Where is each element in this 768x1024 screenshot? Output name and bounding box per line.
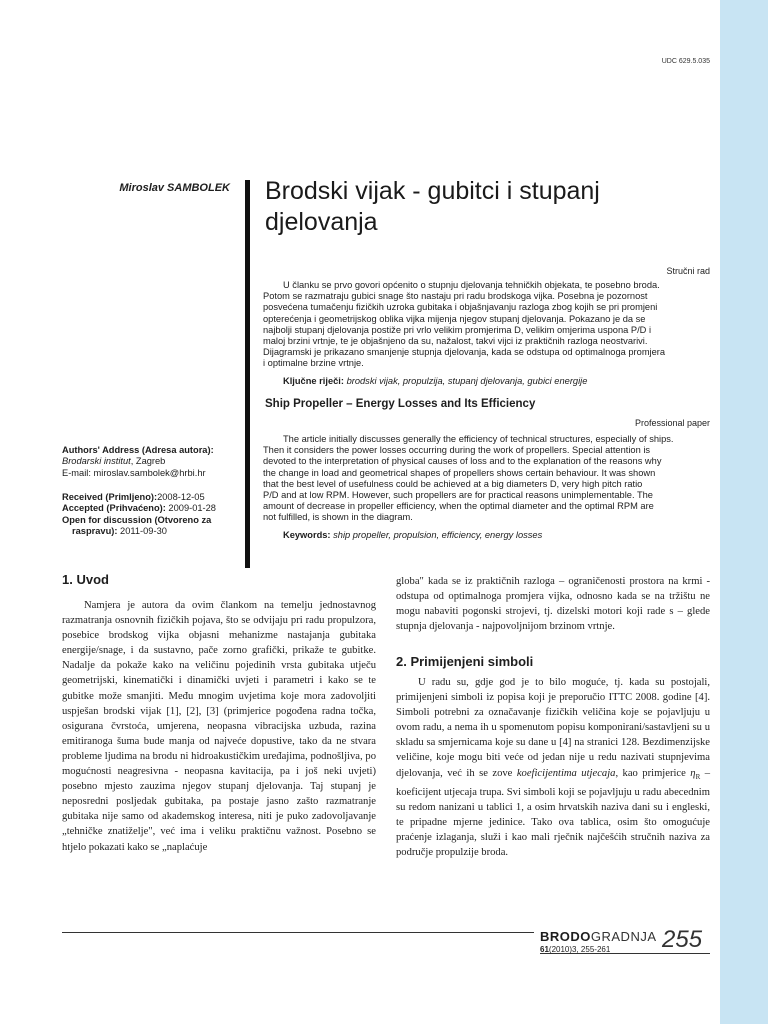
page-edge-band xyxy=(720,0,768,1024)
paper-type-en: Professional paper xyxy=(634,418,710,428)
page-number: 255 xyxy=(662,926,703,953)
abstract-line: The article initially discusses generally the efficiency of technical structures, especially of ships. xyxy=(283,434,674,444)
footer-rule xyxy=(62,932,534,933)
abstract-line: Potom se razmatraju gubici snage što nastaju pri radu brodskoga vijka. Posebna je pozornost xyxy=(263,291,648,302)
journal-logo: BRODOGRADNJA xyxy=(540,929,657,944)
section-1-body: Namjera je autora da ovim člankom na temelju jednostavnog razmatranja osnovnih fizičkih pojava, što se odvijaju pri radu propulzora, posebice brodskog vijka objasni mehanizme nastajanja gubitaka energije/snage, i da sustavno, pače zorno grafički, prikaže te gubitke. Nadalje da pokaže kako na veličinu pojedinih vrsta gubitaka utječu geometrijski, kinematički i dinamički uvjeti i parametri i kako se te gubitke može smanjiti. Među mnogim uvjetima koje mora zadovoljiti uspješan brodski vijak [1], [2], [3] (primjerice pogođena radna točka, osigurana čvrstoća, umjerena, neopasna vibracijska uzbuda, razina emitiranoga šuma bude manja od najveće dopustive, tako da ne stvara probleme ljudima na brodu ni hidroakustičkim uređajima, podnošljiva, po mogućnosti neagresivna - neopasna kavitacija, pa i još neki uvjeti) posebno mjesto zauzima njegov stupanj djelovanja. Taj stupanj je neposredni posljedak gubitaka, pa postaje jasno zašto razmatranje gubitaka nije samo od akademskog interesa, niti je puko zadovoljavanje „tehničke znatiželje", već ima i veliku praktičnu važnost. Posebno se htjelo pokazati kako se „naplaćuje xyxy=(62,600,376,853)
abstract-line: maloj brzini vrtnje, te je objašnjeno da su, nažalost, takvi vijci iz praktičnih razloga neostvarivi. xyxy=(263,336,648,347)
col2-continuation: globa" kada se iz praktičnih razloga – ograničenosti prostora na krmi - odstupa od optimalnoga promjera vijka, odnosno kada se na tržištu ne mogu nabaviti pogonski strojevi, tj. dizelski motori koji rade s – glede stupnja djelovanja - najpovoljnijom brzinom vrtnje. xyxy=(396,576,710,633)
dates-block: Received (Primljeno):2008-12-05 Accepted (Prihvaćeno): 2009-01-28 Open for discussion (Otvoreno za raspravu): 2011-09-30 xyxy=(62,492,216,536)
eta-symbol: η xyxy=(690,767,696,779)
abstract-line: najbolji stupanj djelovanja postiže pri vrlo velikim promjerima D, velikim omjerima uspona P/D i xyxy=(263,324,652,335)
abstract-line: opterećenja i geometrijskog oblika vijka mijenja njegov stupanj djelovanja. Pokazano je da se xyxy=(263,313,646,324)
udc-code: UDC 629.5.035 xyxy=(661,58,710,65)
abstract-line: not fulfilled, is shown in the diagram. xyxy=(263,512,413,523)
abstract-hr xyxy=(263,280,710,370)
paper-type-hr: Stručni rad xyxy=(666,266,710,276)
abstract-line: i optimalne brzine vrtnje. xyxy=(263,358,364,369)
abstract-line: posvećena tumačenju fizičkih uzroka gubitaka i objašnjavanju razloga zbog kojih se pri promjeni xyxy=(263,302,658,313)
abstract-line: devoted to the interpretation of physical causes of loss and to the explanation of the reasons why xyxy=(263,456,662,467)
english-title: Ship Propeller – Energy Losses and Its Efficiency xyxy=(265,398,536,410)
keywords-en: Keywords: ship propeller, propulsion, efficiency, energy losses xyxy=(283,530,543,540)
abstract-line: amount of decrease in propeller efficiency, when the optimal diameter and the optimal RPM are xyxy=(263,501,654,512)
abstract-line: P/D and at low RPM. However, such propellers are for practical reasons unimplementable. The xyxy=(263,490,653,501)
keywords-hr: Ključne riječi: brodski vijak, propulzija, stupanj djelovanja, gubici energije xyxy=(283,376,588,386)
section-2-body: U radu su, gdje god je to bilo moguće, tj. kada su postojali, primijenjeni simboli iz popisa koji je preporučio ITTC 2008. godine [4]. Simboli potrebni za označavanje fizičkih veličina koje se pojavljuju u ovom radu, a nema ih u spomenutom popisu komponirani/sastavljeni su u skladu sa smjernicama koje su dane u [4] na stranici 128. Bezdimenzijske veličine, koje mogu biti veće od jedan nije u redu nazivati stupnjevima djelovanja, već ih se zove koeficijentima utjecaja, kao primjerice $\eta_R$ – koeficijent utjecaja trupa. Svi simboli koji se pojavljuju u radu abecednim su redom nanizani u tablici 1, a osim hrvatskih naziva dani su i engleski, te pripadne mjerne jedinice. Tako ova tablica, osim što omogućuje praćenje izlaganja, služi i kao mali rječnik najčešćih stručnih naziva za područje propulzije broda. xyxy=(396,677,710,859)
author-name: Miroslav SAMBOLEK xyxy=(119,182,230,194)
author-address: Authors' Address (Adresa autora): Brodarski institut, Zagreb E-mail: miroslav.sambolek@hrbi.hr xyxy=(62,445,214,478)
journal-citation: 61(2010)3, 255-261 xyxy=(540,945,611,954)
abstract-line: the change in load and geometrical shapes of propellers shows certain behaviour. It was shown xyxy=(263,467,656,478)
abstract-line: that the best level of usefulness could be achieved at a big diameters D, very high pitch ratio xyxy=(263,478,643,489)
article-title: Brodski vijak - gubitci i stupanj djelovanja xyxy=(265,177,600,236)
section-2-heading: 2. Primijenjeni simboli xyxy=(396,654,534,669)
abstract-line: Dijagramski je prikazano smanjenje stupnja djelovanja, kada se odstupa od optimalnoga promjera xyxy=(263,347,666,358)
abstract-line: Then it considers the power losses occurring during the work of propellers. Special attention is xyxy=(263,445,651,456)
title-divider-bar xyxy=(245,180,250,568)
abstract-line: U članku se prvo govori općenito o stupnju djelovanja tehničkih objekata, te posebno broda. xyxy=(283,280,660,290)
abstract-en xyxy=(263,434,710,524)
section-1-heading: 1. Uvod xyxy=(62,572,109,587)
